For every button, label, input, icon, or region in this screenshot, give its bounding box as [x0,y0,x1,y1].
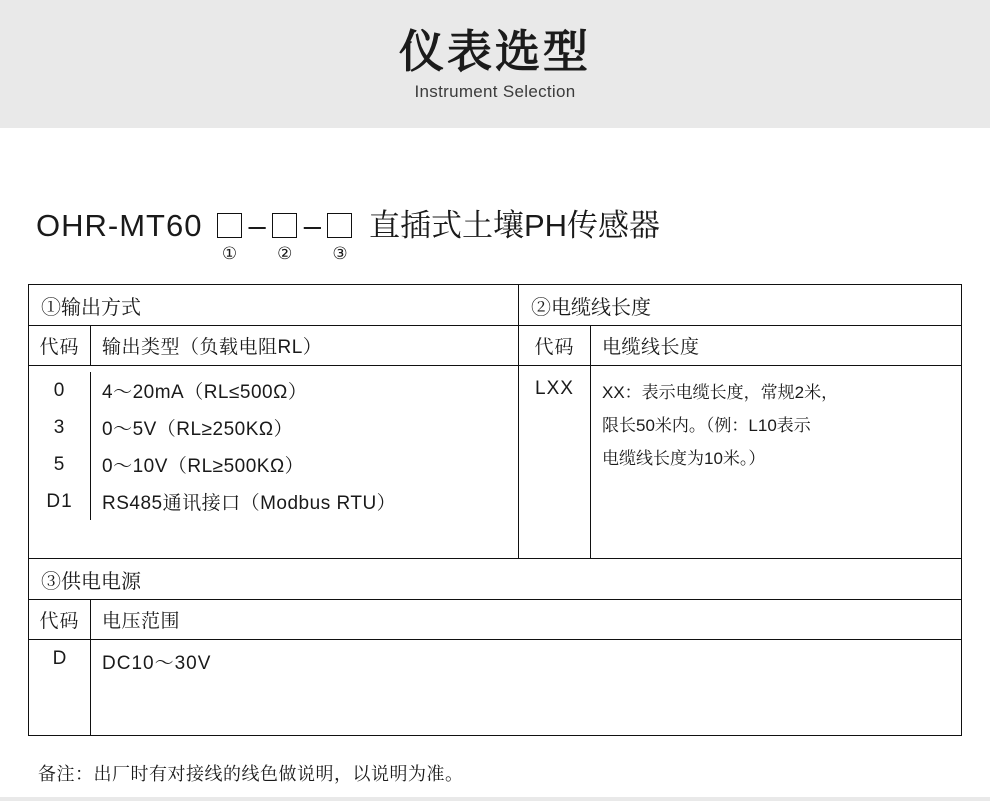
row-code: 5 [29,446,91,483]
model-slot-group [212,206,357,262]
power-supply-rows [29,640,961,735]
row-code: LXX [519,366,591,558]
model-suffix: 直插式土壤PH传感器 [368,208,661,243]
model-dash-1: – [248,208,266,243]
page-title: 仪表选型 [398,26,591,78]
model-code-row [28,206,962,262]
slot-box-2 [272,213,297,238]
model-slot-1 [212,206,246,262]
power-supply-header-code: 代码 [29,600,91,639]
row-code: 3 [29,409,91,446]
power-supply-header-desc: 电压范围 [102,611,181,632]
row-desc-line-2: 限长50米内。（例：L10表示 [602,416,811,435]
row-desc: 0～10V（RL≥500KΩ） [102,456,305,477]
content-area [0,206,990,786]
page-subtitle: Instrument Selection [414,81,576,101]
row-desc: RS485通讯接口（Modbus RTU） [102,493,397,514]
row-code: D [29,640,91,735]
output-type-header-desc: 输出类型（负载电阻RL） [102,337,323,358]
table-row [29,483,518,520]
selection-table [28,284,962,736]
slot-number-2: ② [277,244,293,263]
footer-rule [0,797,990,801]
cable-length-header-code: 代码 [519,326,591,365]
row-desc [591,366,961,558]
table-row [29,446,518,483]
power-supply-header-row [29,600,961,640]
slot-box-3 [327,213,352,238]
model-dash-2: – [303,208,321,243]
slot-number-3: ③ [332,244,348,263]
slot-number-1: ① [221,244,238,263]
row-code: 0 [29,372,91,409]
output-type-heading: ①输出方式 [29,285,518,326]
model-slot-2 [268,206,302,262]
slot-box-1 [217,213,242,238]
power-supply-heading: ③供电电源 [29,559,961,600]
row-desc: 0～5V（RL≥250KΩ） [102,419,294,440]
row-code: D1 [29,483,91,520]
model-prefix: OHR-MT60 [36,208,203,243]
page-banner [0,0,990,128]
footer-note: 备注：出厂时有对接线的线色做说明，以说明为准。 [38,764,464,784]
table-row [29,409,518,446]
cable-length-rows [519,366,961,558]
cable-length-heading: ②电缆线长度 [519,285,961,326]
output-type-section [29,285,519,558]
row-desc-line-3: 电缆线长度为10米。） [602,449,766,468]
cable-length-section [519,285,961,558]
table-row [29,372,518,409]
output-type-header-row [29,326,518,366]
top-table-group [29,285,961,558]
row-desc: DC10～30V [102,653,212,674]
row-desc: 4～20mA（RL≤500Ω） [102,382,308,403]
output-type-header-code: 代码 [29,326,91,365]
cable-length-header-row [519,326,961,366]
model-slot-3 [323,206,357,262]
output-type-rows [29,366,518,528]
power-supply-section [29,558,961,735]
row-desc-line-1: XX：表示电缆长度，常规2米， [602,383,839,402]
cable-length-header-desc: 电缆线长度 [602,337,700,358]
